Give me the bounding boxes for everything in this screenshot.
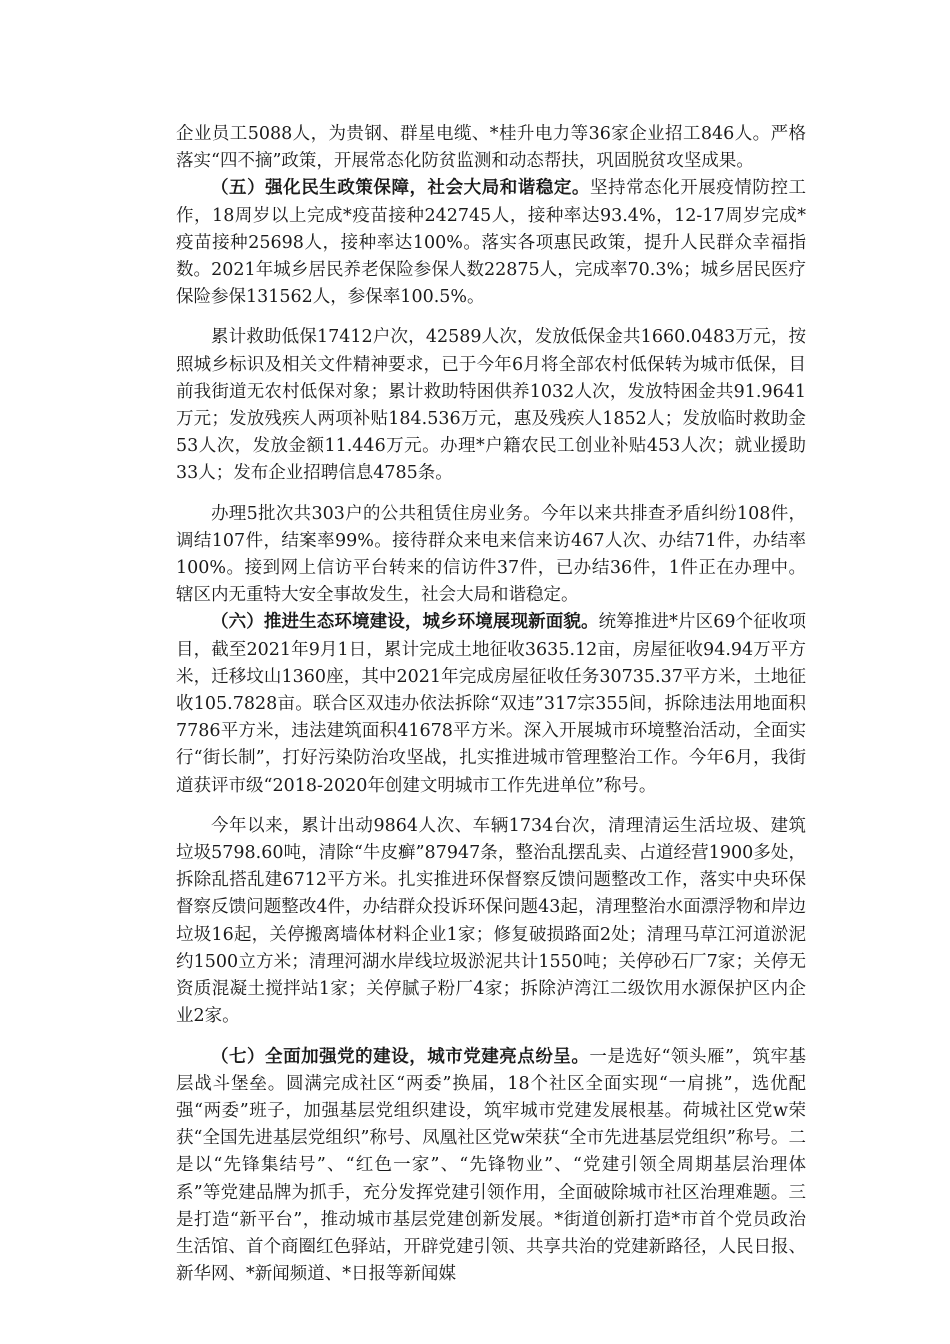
paragraph-text: 一是选好“领头雁”，筑牢基层战斗堡垒。圆满完成社区“两委”换届，18个社区全面实现“一肩挑”，选优配强“两委”班子，加强基层党组织建设，筑牢城市党建发展根基。荷城社区党w荣获“全国先进基层党组织”称号、凤凰社区党w荣获“全市先进基层党组织”称号。二是以“先锋集结号”、“红色一家”、“先锋物业”、“党建引领全周期基层治理体系”等党建品牌为抓手，充分发挥党建引领作用，全面破除城市社区治理难题。三是打造“新平台”，推动城市基层党建创新发展。*街道创新打造*市首个党员政治生活馆、首个商圈红色驿站，开辟党建引领、共享共治的党建新路径，人民日报、新华网、*新闻频道、*日报等新闻媒 <box>176 1046 806 1285</box>
paragraph-text: 办理5批次共303户的公共租赁住房业务。今年以来共排查矛盾纠纷108件，调结107件，结案率99%。接待群众来电来信来访467人次、办结71件，办结率100%。接到网上信访平台转来的信访件37件，已办结36件，1件正在办理中。辖区内无重特大安全事故发生，社会大局和谐稳定。 <box>176 503 806 606</box>
section-heading: （五）强化民生政策保障，社会大局和谐稳定。 <box>211 178 590 199</box>
paragraph-text: 今年以来，累计出动9864人次、车辆1734台次，清理清运生活垃圾、建筑垃圾5798.60吨，清除“牛皮癣”87947条，整治乱摆乱卖、占道经营1900多处，拆除乱搭乱建6712平方米。扎实推进环保督察反馈问题整改工作，落实中央环保督察反馈问题整改4件，办结群众投诉环保问题43起，清理整治水面漂浮物和岸边垃圾16起，关停搬离墙体材料企业1家；修复破损路面2处；清理马草江河道淤泥约1500立方米；清理河湖水岸线垃圾淤泥共计1550吨；关停砂石厂7家；关停无资质混凝土搅拌站1家；关停腻子粉厂4家；拆除泸湾江二级饮用水源保护区内企业2家。 <box>176 815 806 1027</box>
paragraph-section-5 <box>176 175 806 311</box>
document-body <box>176 121 806 1288</box>
paragraph-text: 统筹推进*片区69个征收项目，截至2021年9月1日，累计完成土地征收3635.12亩，房屋征收94.94万平方米，迁移坟山1360座，其中2021年完成房屋征收任务30735.37平方米，土地征收105.7828亩。联合区双违办依法拆除“双违”317宗355间，拆除违法用地面积7786平方米，违法建筑面积41678平方米。深入开展城市环境整治活动，全面实行“街长制”，打好污染防治攻坚战，扎实推进城市管理整治工作。今年6月，我街道获评市级“2018-2020年创建文明城市工作先进单位”称号。 <box>176 612 806 796</box>
paragraph-text: 坚持常态化开展疫情防控工作，18周岁以上完成*疫苗接种242745人，接种率达93.4%，12-17周岁完成*疫苗接种25698人，接种率达100%。落实各项惠民政策，提升人民群众幸福指数。2021年城乡居民养老保险参保人数22875人，完成率70.3%；城乡居民医疗保险参保131562人，参保率100.5%。 <box>176 178 806 308</box>
paragraph-section-6 <box>176 609 806 799</box>
paragraph-text: 累计救助低保17412户次，42589人次，发放低保金共1660.0483万元，按照城乡标识及相关文件精神要求，已于今年6月将全部农村低保转为城市低保，目前我街道无农村低保对象；累计救助特困供养1032人次，发放特困金共91.9641万元；发放残疾人两项补贴184.536万元，惠及残疾人1852人；发放临时救助金53人次，发放金额11.446万元。办理*户籍农民工创业补贴453人次；就业援助33人；发布企业招聘信息4785条。 <box>176 327 806 484</box>
section-heading: （七）全面加强党的建设，城市党建亮点纷呈。 <box>211 1046 590 1067</box>
paragraph-housing-petitions <box>176 501 806 610</box>
paragraph-section-7 <box>176 1044 806 1289</box>
paragraph-text: 企业员工5088人，为贵钢、群星电缆、*桂升电力等36家企业招工846人。严格落实“四不摘”政策，开展常态化防贫监测和动态帮扶，巩固脱贫攻坚成果。 <box>176 124 806 172</box>
paragraph-environment-cleanup <box>176 813 806 1031</box>
paragraph-social-assistance <box>176 324 806 487</box>
section-heading: （六）推进生态环境建设，城乡环境展现新面貌。 <box>211 612 599 633</box>
paragraph-continuation <box>176 121 806 175</box>
